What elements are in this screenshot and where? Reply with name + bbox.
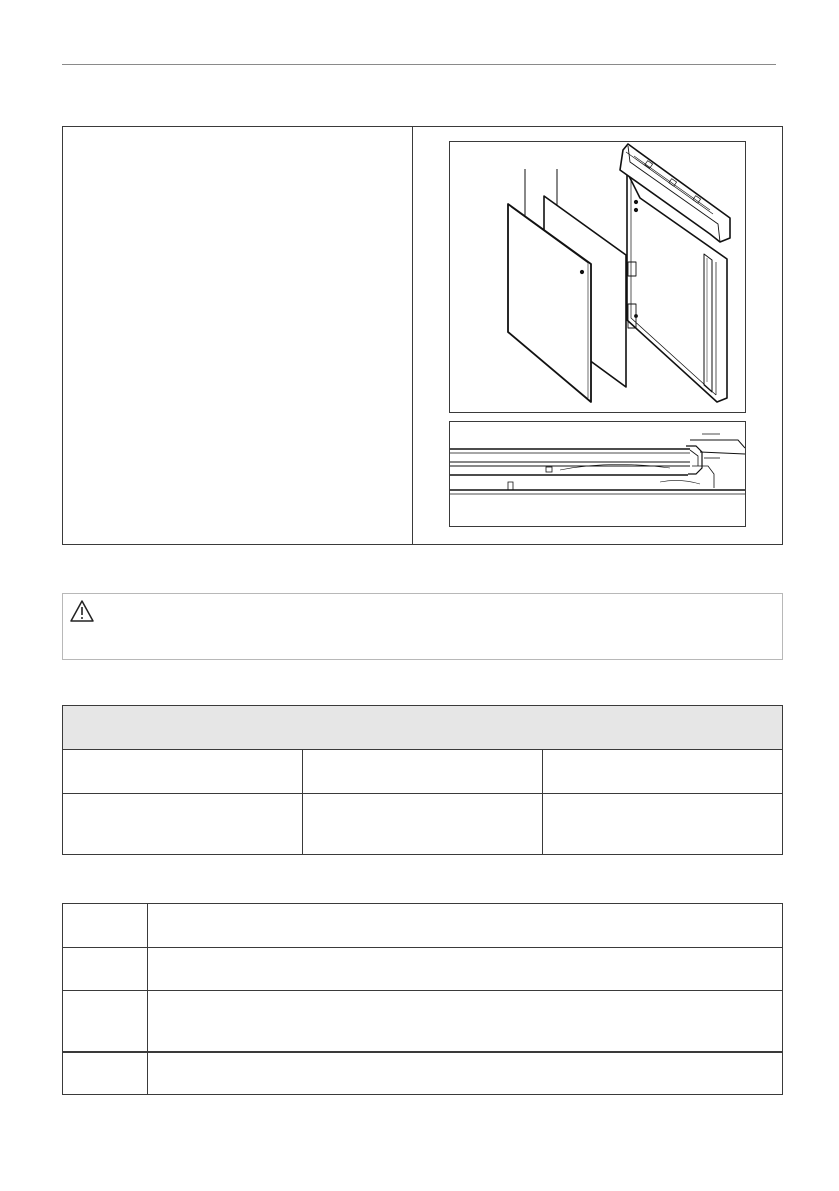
spec-table-header [63,706,782,750]
door-edge-detail-illustration [449,421,746,527]
table-column-divider [302,749,303,854]
warning-box [62,593,783,660]
door-glass-panels-drawing [450,142,745,412]
column-divider [412,127,413,544]
table-row-divider [63,793,782,794]
instruction-box [62,126,783,545]
door-glass-panels-illustration [449,141,746,413]
door-edge-detail-drawing [450,422,745,526]
steps-table [62,903,783,1095]
table-row-divider [63,1051,782,1053]
warning-triangle-icon [69,599,95,628]
table-column-divider [542,749,543,854]
table-row-divider [63,947,782,948]
table-row-divider [63,990,782,991]
table-column-divider [147,904,148,1094]
header-rule [62,64,776,65]
spec-table [62,705,783,855]
